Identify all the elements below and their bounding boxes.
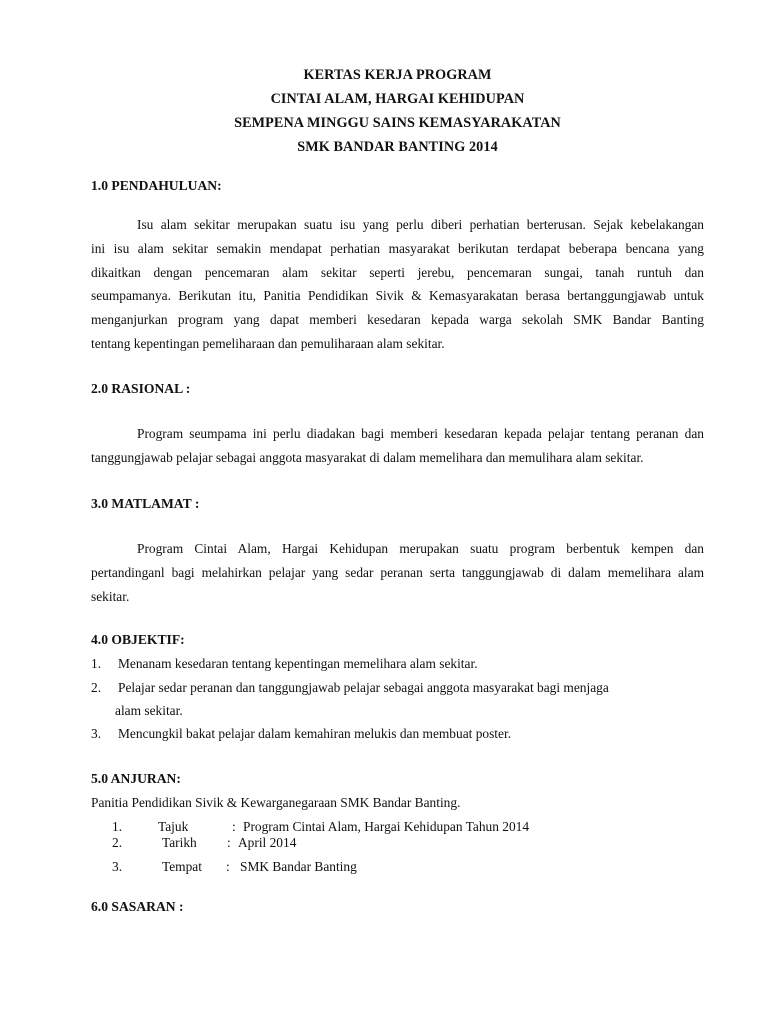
objective-text: Pelajar sedar peranan dan tanggungjawab pelajar sebagai anggota masyarakat bagi menjaga (118, 680, 609, 695)
detail-value: Program Cintai Alam, Hargai Kehidupan Tahun 2014 (243, 819, 530, 834)
section-4-heading: 4.0 OBJEKTIF: (91, 632, 185, 647)
objective-number: 3. (91, 726, 102, 741)
section-1-paragraph (91, 213, 704, 356)
objective-text: Mencungkil bakat pelajar dalam kemahiran melukis dan membuat poster. (118, 726, 512, 741)
section-1-heading: 1.0 PENDAHULUAN: (91, 178, 222, 193)
detail-separator: : (227, 835, 231, 850)
objective-number: 1. (91, 656, 102, 671)
paragraph-line: menganjurkan program yang dapat memberi kesedaran kepada warga sekolah SMK Bandar Banting (91, 312, 704, 328)
paragraph-line: Program Cintai Alam, Hargai Kehidupan merupakan suatu program berbentuk kempen dan (137, 541, 704, 556)
objective-text: Menanam kesedaran tentang kepentingan memelihara alam sekitar. (118, 656, 478, 671)
section-6-heading: 6.0 SASARAN : (91, 899, 184, 914)
detail-label: Tempat (162, 859, 202, 874)
doc-title-line-4: SMK BANDAR BANTING 2014 (297, 139, 498, 155)
paragraph-line: pertandinganl bagi melahirkan pelajar yang sedar peranan serta tanggungjawab di dalam memelihara alam (91, 564, 704, 580)
paragraph-line: tanggungjawab pelajar sebagai anggota masyarakat di dalam memelihara dan memulihara alam sekitar. (91, 449, 644, 465)
detail-value: SMK Bandar Banting (240, 859, 357, 874)
paragraph-line: tentang kepentingan pemeliharaan dan pemuliharaan alam sekitar. (91, 335, 445, 351)
detail-label: Tarikh (162, 835, 197, 850)
detail-number: 2. (112, 835, 123, 850)
section-3-heading: 3.0 MATLAMAT : (91, 496, 200, 511)
detail-separator: : (232, 819, 236, 834)
detail-label: Tajuk (158, 819, 189, 834)
objective-number: 2. (91, 680, 102, 695)
section-5-heading: 5.0 ANJURAN: (91, 771, 181, 786)
doc-title-line-1: KERTAS KERJA PROGRAM (303, 67, 492, 83)
paragraph-line: dikaitkan dengan pencemaran alam sekitar seperti jerebu, pencemaran sungai, tanah runtuh dan (91, 264, 704, 280)
detail-number: 1. (112, 819, 123, 834)
detail-value: April 2014 (238, 835, 297, 850)
doc-title-line-2: CINTAI ALAM, HARGAI KEHIDUPAN (270, 91, 525, 107)
detail-separator: : (226, 859, 230, 874)
organizer-intro: Panitia Pendidikan Sivik & Kewarganegaraan SMK Bandar Banting. (91, 795, 461, 810)
paragraph-line: Isu alam sekitar merupakan suatu isu yang perlu diberi perhatian berterusan. Sejak kebelakangan (137, 217, 704, 232)
detail-number: 3. (112, 859, 123, 874)
section-2-paragraph (91, 422, 704, 470)
objective-text-continued: alam sekitar. (115, 703, 183, 718)
paragraph-line: sekitar. (91, 588, 130, 604)
doc-title-line-3: SEMPENA MINGGU SAINS KEMASYARAKATAN (234, 115, 561, 131)
paragraph-line: Program seumpama ini perlu diadakan bagi memberi kesedaran kepada pelajar tentang peranan dan (137, 426, 704, 441)
paragraph-line: ini isu alam sekitar semakin mendapat perhatian masyarakat berikutan terdapat beberapa bencana yang (91, 240, 704, 256)
section-2-heading: 2.0 RASIONAL : (91, 381, 191, 396)
section-3-paragraph (91, 537, 704, 608)
paragraph-line: seumpamanya. Berikutan itu, Panitia Pendidikan Sivik & Kemasyarakatan berasa bertanggungjawab untuk (91, 288, 704, 304)
